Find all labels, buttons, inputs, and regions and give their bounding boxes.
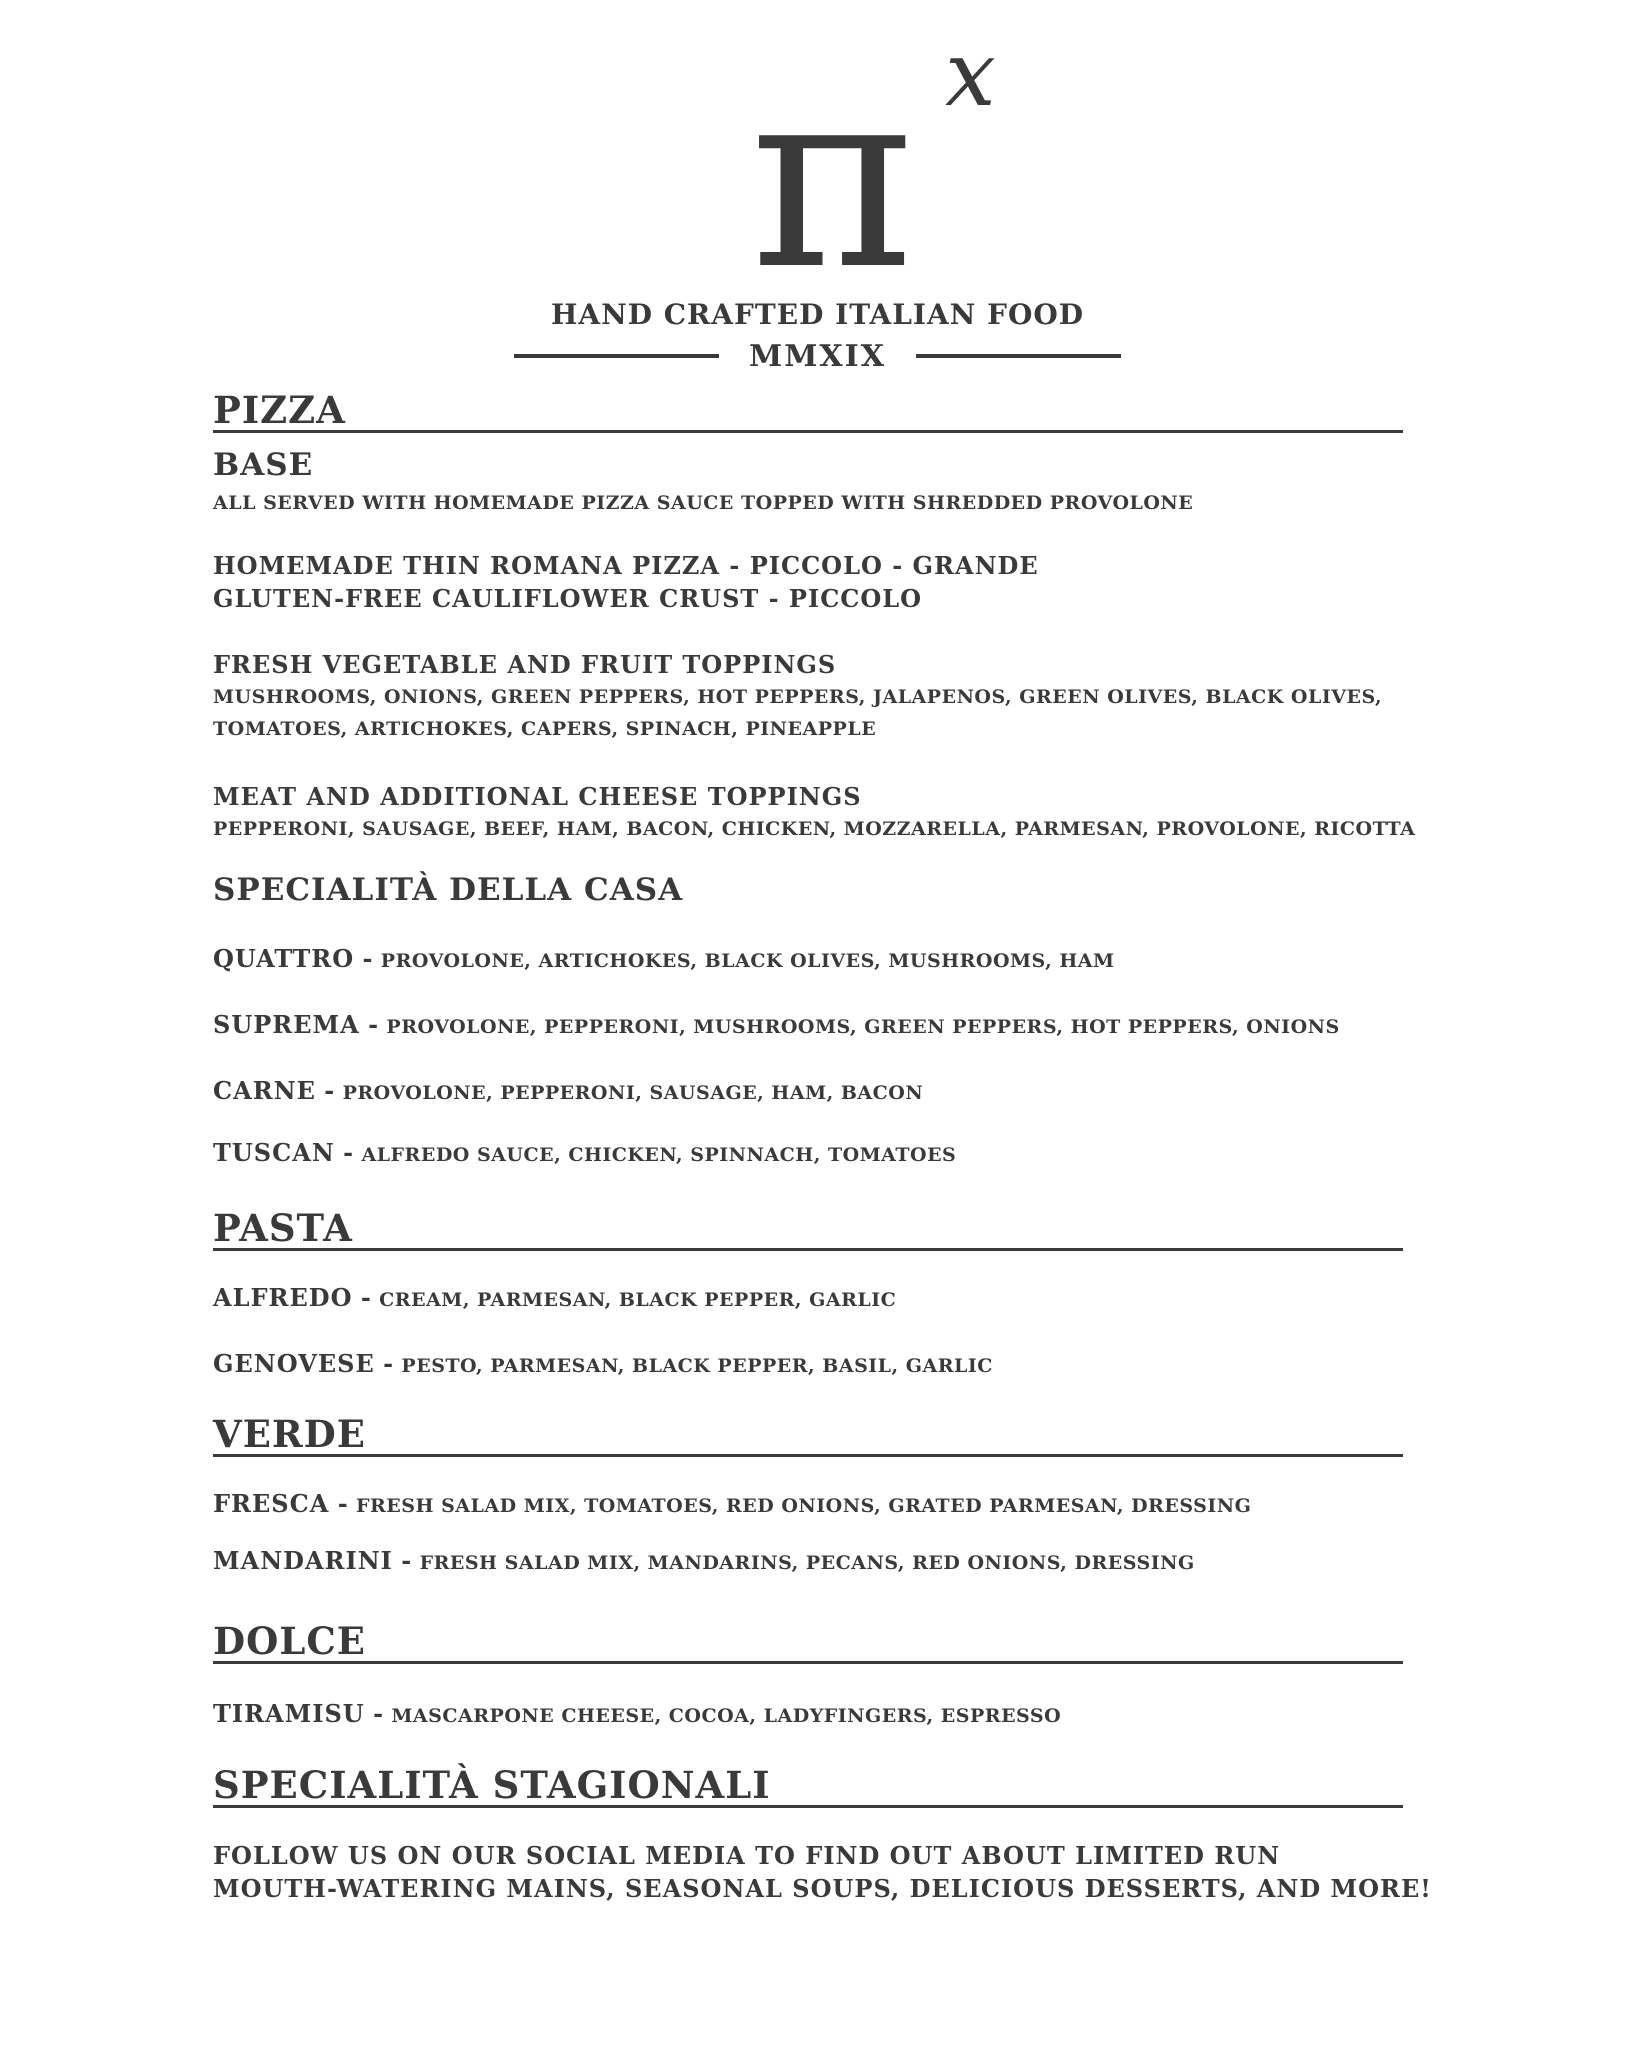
dish-separator: - [334,1138,362,1167]
dish-mandarini [213,1546,1195,1575]
section-heading-dolce: DOLCE [213,1621,1403,1664]
dish-description: MASCARPONE CHEESE, COCOA, LADYFINGERS, ESPRESSO [391,1705,1062,1727]
section-heading-pizza: PIZZA [213,390,1403,433]
year-row [0,336,1635,376]
base-heading: BASE [213,447,314,483]
dish-separator: - [359,1010,387,1039]
dish-name: TIRAMISU [213,1699,365,1728]
year: MMXIX [748,338,886,374]
dish-separator: - [354,944,381,973]
dish-name: TUSCAN [213,1138,335,1167]
pi-symbol: π [750,33,915,280]
meat-toppings-line: PEPPERONI, SAUSAGE, BEEF, HAM, BACON, CHICKEN, MOZZARELLA, PARMESAN, PROVOLONE, RICOTTA [213,818,1416,840]
dish-tuscan [213,1138,956,1167]
crust-option-cauliflower: GLUTEN-FREE CAULIFLOWER CRUST - PICCOLO [213,584,923,613]
divider-left [514,354,719,358]
dish-description: PROVOLONE, PEPPERONI, MUSHROOMS, GREEN PEPPERS, HOT PEPPERS, ONIONS [386,1016,1340,1038]
seasonal-note-line-2: MOUTH-WATERING MAINS, SEASONAL SOUPS, DELICIOUS DESSERTS, AND MORE! [213,1874,1432,1903]
dish-name: QUATTRO [213,944,355,973]
dish-description: PROVOLONE, PEPPERONI, SAUSAGE, HAM, BACON [342,1082,924,1104]
dish-description: ALFREDO SAUCE, CHICKEN, SPINNACH, TOMATOES [361,1144,957,1166]
dish-fresca [213,1489,1251,1518]
base-note: ALL SERVED WITH HOMEMADE PIZZA SAUCE TOPPED WITH SHREDDED PROVOLONE [213,492,1194,514]
veg-toppings-line-1: MUSHROOMS, ONIONS, GREEN PEPPERS, HOT PEPPERS, JALAPENOS, GREEN OLIVES, BLACK OLIVES, [213,686,1383,708]
dish-name: MANDARINI [213,1546,393,1575]
tagline: HAND CRAFTED ITALIAN FOOD [550,298,1085,331]
dish-description: FRESH SALAD MIX, MANDARINS, PECANS, RED ONIONS, DRESSING [419,1552,1195,1574]
dish-name: FRESCA [213,1489,330,1518]
dish-quattro [213,944,1115,973]
dish-separator: - [364,1699,392,1728]
dish-description: PROVOLONE, ARTICHOKES, BLACK OLIVES, MUSHROOMS, HAM [380,950,1115,972]
crust-option-romana: HOMEMADE THIN ROMANA PIZZA - PICCOLO - GRANDE [213,551,1039,580]
dish-genovese [213,1349,993,1378]
dish-separator: - [392,1546,420,1575]
dish-description: CREAM, PARMESAN, BLACK PEPPER, GARLIC [379,1289,897,1311]
dish-separator: - [315,1076,343,1105]
dish-carne [213,1076,923,1105]
section-heading-pasta: PASTA [213,1208,1403,1251]
veg-toppings-line-2: TOMATOES, ARTICHOKES, CAPERS, SPINACH, PINEAPPLE [213,718,877,740]
dish-alfredo [213,1283,896,1312]
dish-name: SUPREMA [213,1010,360,1039]
dish-tiramisu [213,1699,1061,1728]
meat-toppings-heading: MEAT AND ADDITIONAL CHEESE TOPPINGS [213,782,862,811]
dish-separator: - [352,1283,380,1312]
dish-separator: - [374,1349,402,1378]
section-heading-verde: VERDE [213,1414,1403,1457]
specialita-heading: SPECIALITÀ DELLA CASA [213,872,684,908]
dish-separator: - [329,1489,357,1518]
seasonal-note-line-1: FOLLOW US ON OUR SOCIAL MEDIA TO FIND OUT ABOUT LIMITED RUN [213,1841,1281,1870]
divider-right [916,354,1121,358]
dish-name: CARNE [213,1076,316,1105]
section-heading-stagionali: SPECIALITÀ STAGIONALI [213,1765,1403,1808]
dish-description: FRESH SALAD MIX, TOMATOES, RED ONIONS, GRATED PARMESAN, DRESSING [356,1495,1252,1517]
pi-logo [740,30,1040,280]
exponent-x: x [945,30,996,127]
dish-name: ALFREDO [213,1283,353,1312]
dish-description: PESTO, PARMESAN, BLACK PEPPER, BASIL, GARLIC [401,1355,993,1377]
dish-name: GENOVESE [213,1349,375,1378]
veg-toppings-heading: FRESH VEGETABLE AND FRUIT TOPPINGS [213,650,837,679]
dish-suprema [213,1010,1340,1039]
